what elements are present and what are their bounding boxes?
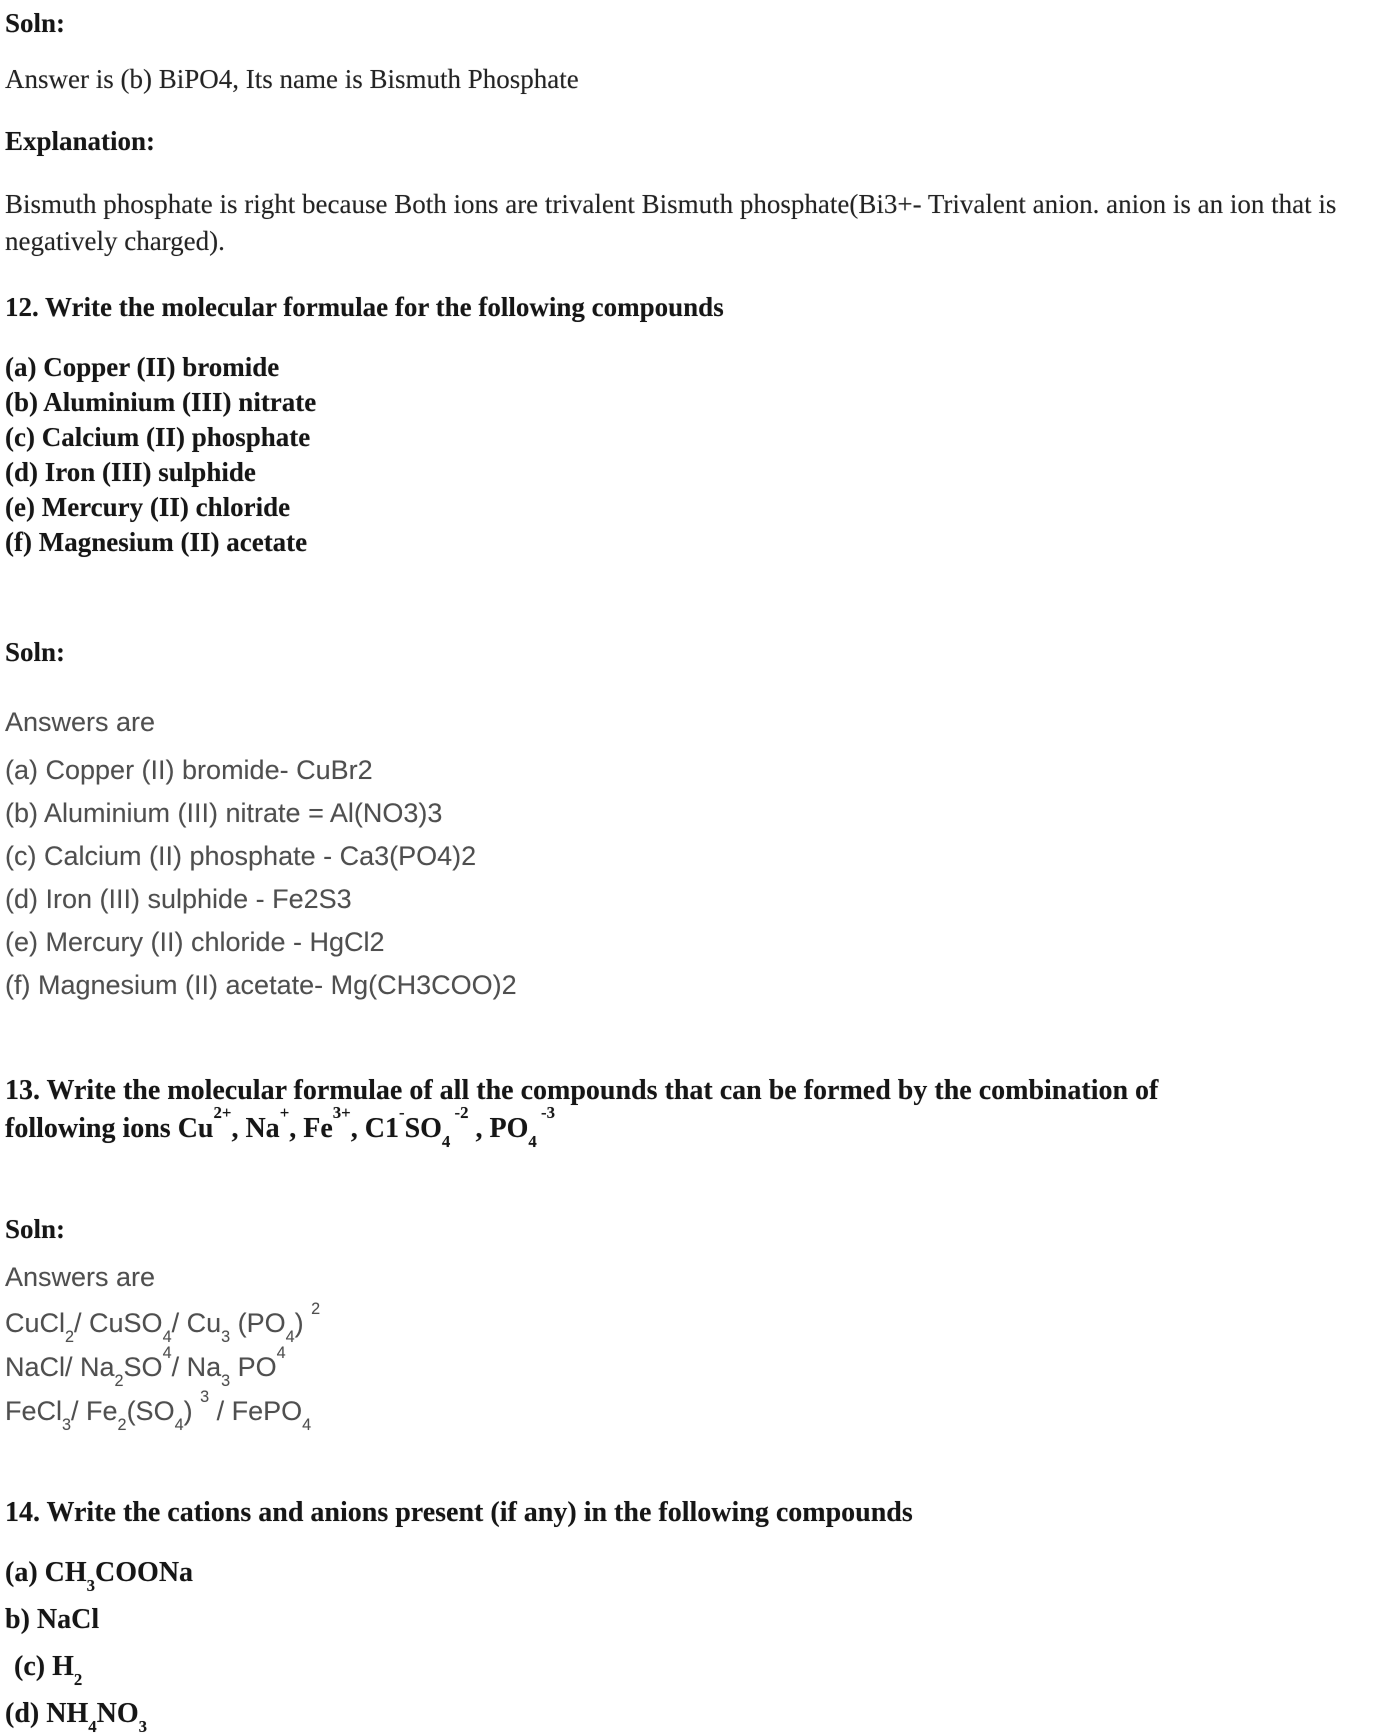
q12-compound-list (5, 350, 1371, 560)
q12-item-c: (c) Calcium (II) phosphate (5, 422, 311, 452)
q14-item-d: (d) $NH_4NO_3$ (5, 1698, 148, 1736)
q14-item-a: (a) $CH_3COONa$ (5, 1557, 194, 1596)
q12-answer-b: (b) Aluminium (III) nitrate = Al(NO3)3 (5, 798, 443, 828)
q13-answers-intro: Answers are (5, 1262, 156, 1292)
question-13-heading: 13. Write the molecular formulae of all the compounds that can be formed by the combination of following ions $Cu^{2+}$, Na+, $Fe^{3+}$, $C1^-SO_4$ $^{-2}$ , $PO_4$ $^{-3}$ (5, 1075, 1159, 1152)
question-12-heading: 12. Write the molecular formulae for the following compounds (5, 292, 724, 322)
q13-formula-sodium: NaCl/ $Na_2SO^4/$ $Na_3$ $PO^4$ (5, 1343, 286, 1390)
q12-answers-intro: Answers are (5, 707, 156, 737)
q12-item-a: (a) Copper (II) bromide (5, 352, 280, 382)
q14-item-b: b) NaCl (5, 1604, 100, 1635)
q11-soln-heading: Soln: (5, 8, 66, 38)
q13-formula-list (5, 1299, 1371, 1434)
q12-item-f: (f) Magnesium (II) acetate (5, 527, 308, 557)
explanation-heading: Explanation: (5, 126, 156, 156)
q12-answer-list (5, 755, 1371, 1000)
q14-item-c: (c) $H_2$ (14, 1651, 83, 1690)
q12-item-e: (e) Mercury (II) chloride (5, 492, 291, 522)
q13-formula-iron: FeCl$_3$/ $Fe_2(SO_4)$ $^3$ / FePO$_4$ (5, 1387, 312, 1434)
q12-answer-a: (a) Copper (II) bromide- CuBr2 (5, 755, 373, 785)
q14-compound-list (5, 1556, 1371, 1736)
q13-formula-copper: CuCl$_2$/ CuSO$_4$/ $Cu_3$ $(PO_4)$ $^2$ (5, 1299, 321, 1346)
q12-answer-e: (e) Mercury (II) chloride - HgCl2 (5, 927, 385, 957)
q12-answer-c: (c) Calcium (II) phosphate - Ca3(PO4)2 (5, 841, 477, 871)
explanation-text: Bismuth phosphate is right because Both ions are trivalent Bismuth phosphate(Bi3+- Trivalent anion. anion is an ion that is negatively charged). (5, 189, 1337, 256)
q12-soln-heading: Soln: (5, 637, 66, 667)
q12-item-b: (b) Aluminium (III) nitrate (5, 387, 317, 417)
q12-answer-d: (d) Iron (III) sulphide - Fe2S3 (5, 884, 352, 914)
q11-answer-line: Answer is (b) BiPO4, Its name is Bismuth Phosphate (5, 64, 579, 94)
q13-soln-heading: Soln: (5, 1214, 66, 1244)
question-14-heading: 14. Write the cations and anions present (if any) in the following compounds (5, 1497, 913, 1528)
q12-item-d: (d) Iron (III) sulphide (5, 457, 256, 487)
q12-answer-f: (f) Magnesium (II) acetate- Mg(CH3COO)2 (5, 970, 517, 1000)
